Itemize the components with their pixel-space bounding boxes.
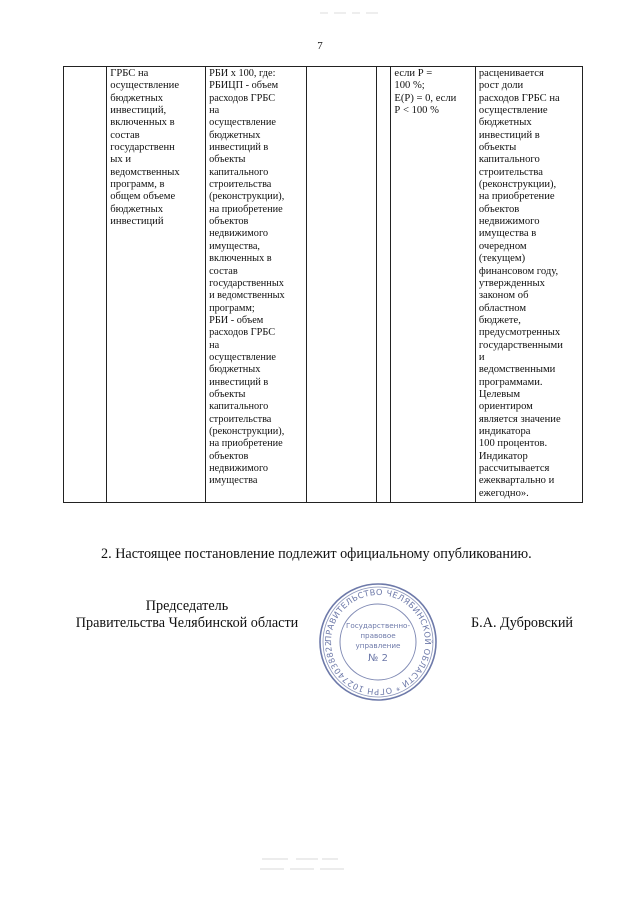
table-cell-condition: если Р = 100 %; Е(Р) = 0, если Р < 100 %	[391, 67, 475, 503]
table-cell-empty-narrow	[377, 67, 391, 503]
header-stamp-mark	[320, 4, 380, 12]
page-number: 7	[317, 40, 323, 52]
svg-text:правовое: правовое	[360, 631, 396, 640]
table-cell-formula: РБИ х 100, где: РБИЦП - объем расходов ГРБС на осуществление бюджетных инвестиций в объекты капитального строительства (реконструкции), на приобретение объектов недвижимого имущества, включенных в состав государственных и ведомственных программ; РБИ - объем расходов ГРБС на осуществление бюджетных инвестиций в объекты капитального строительства (реконструкции), на приобретение объектов недвижимого имущества	[206, 67, 307, 503]
signer-position-line2: Правительства Челябинской области	[75, 615, 299, 631]
table-cell-number	[64, 67, 107, 503]
signer-name: Б.А. Дубровский	[471, 615, 574, 631]
table-cell-empty	[307, 67, 377, 503]
footer-stamp-mark	[258, 853, 348, 877]
signer-position	[60, 598, 314, 632]
table-row	[64, 67, 583, 503]
svg-text:№ 2: № 2	[368, 653, 388, 664]
table-cell-indicator: ГРБС на осуществление бюджетных инвестиций, включенных в состав государственн ых и ведомственных программ, в общем объеме бюджетных инвестиций	[107, 67, 206, 503]
publication-clause: 2. Настоящее постановление подлежит официальному опубликованию.	[101, 546, 532, 562]
official-seal	[316, 580, 440, 704]
indicator-table	[63, 66, 583, 503]
svg-text:управление: управление	[355, 641, 401, 650]
svg-text:Государственно-: Государственно-	[345, 621, 411, 630]
signer-position-line1: Председатель	[145, 598, 229, 614]
svg-text:ПРАВИТЕЛЬСТВО ЧЕЛЯБИНСКОЙ ОБЛА: ПРАВИТЕЛЬСТВО ЧЕЛЯБИНСКОЙ ОБЛАСТИ * ОГРН 10274038822	[322, 586, 434, 698]
table-cell-comment: расценивается рост доли расходов ГРБС на осуществление бюджетных инвестиций в объекты капитального строительства (реконструкции), на приобретение объектов недвижимого имущества в очередном (текущем) финансовом году, утвержденных законом об областном бюджете, предусмотренных государственными и ведомственными программами. Целевым ориентиром является значение индикатора 100 процентов. Индикатор рассчитывается ежеквартально и ежегодно».	[475, 67, 582, 503]
